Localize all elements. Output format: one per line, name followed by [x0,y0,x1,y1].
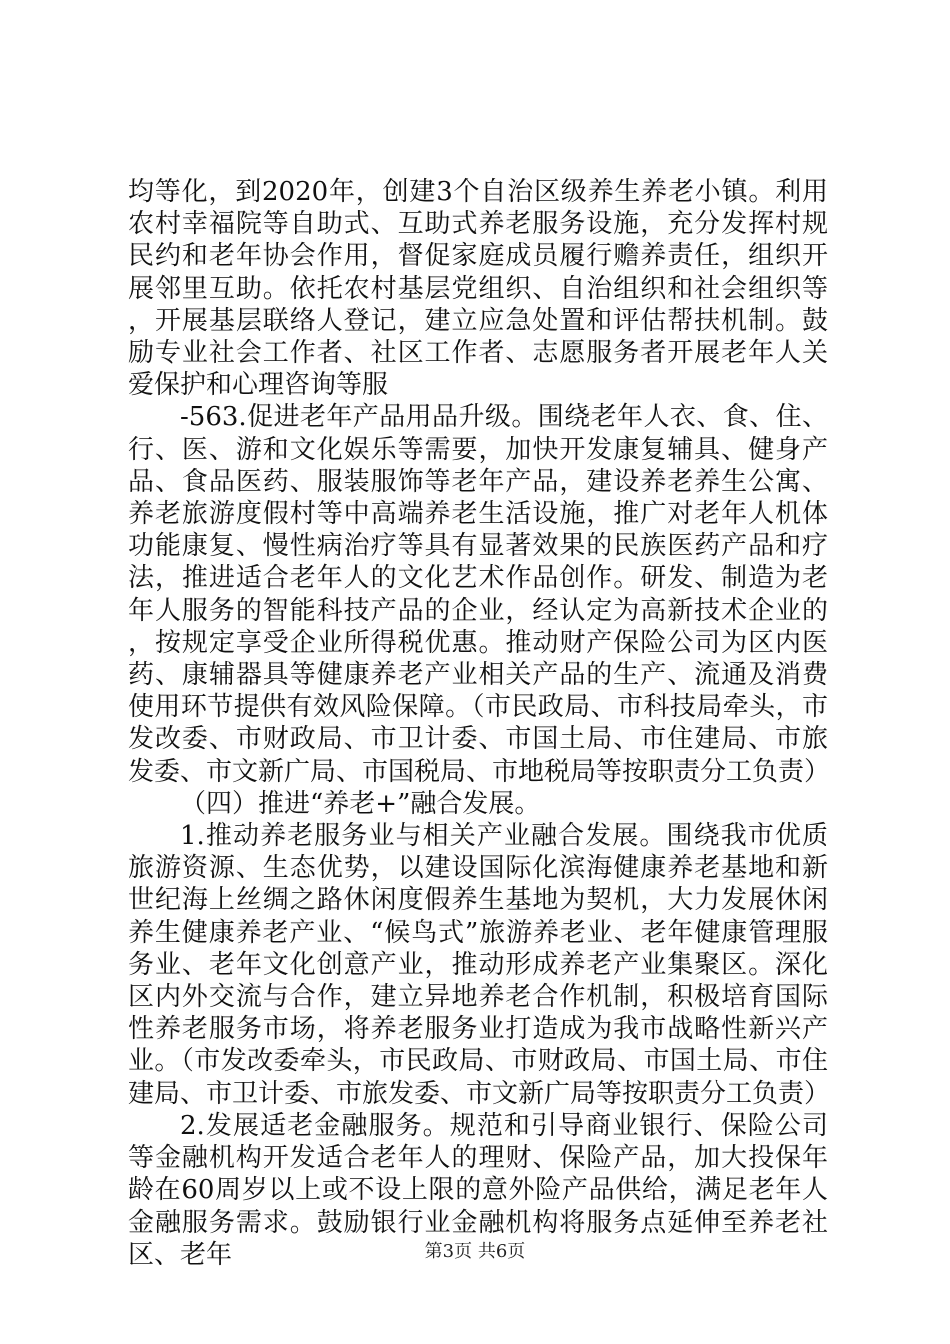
paragraph-rural-elderly-care: 均等化，到2020年，创建3个自治区级养生养老小镇。利用农村幸福院等自助式、互助式养老服务设施，充分发挥村规民约和老年协会作用，督促家庭成员履行赡养责任，组织开展邻里互助。依托农村基层党组织、自治组织和社会组织等，开展基层联络人登记，建立应急处置和评估帮扶机制。鼓励专业社会工作者、社区工作者、志愿服务者开展老年人关爱保护和心理咨询等服 [128,177,828,401]
paragraph-elderly-finance: 2.发展适老金融服务。规范和引导商业银行、保险公司等金融机构开发适合老年人的理财、保险产品，加大投保年龄在60周岁以上或不设上限的意外险产品供给，满足老年人金融服务需求。鼓励银行业金融机构将服务点延伸至养老社区、老年 [128,1110,828,1270]
page-number-label: 第3页 共6页 [424,1241,526,1262]
paragraph-elderly-products-upgrade: -563.促进老年产品用品升级。围绕老年人衣、食、住、行、医、游和文化娱乐等需要，加快开发康复辅具、健身产品、食品医药、服装服饰等老年产品，建设养老养生公寓、养老旅游度假村等中高端养老生活设施，推广对老年人机体功能康复、慢性病治疗等具有显著效果的民族医药产品和疗法，推进适合老年人的文化艺术作品创作。研发、制造为老年人服务的智能科技产品的企业，经认定为高新技术企业的，按规定享受企业所得税优惠。推动财产保险公司为区内医药、康辅器具等健康养老产业相关产品的生产、流通及消费使用环节提供有效风险保障。（市民政局、市科技局牵头，市发改委、市财政局、市卫计委、市国土局、市住建局、市旅发委、市文新广局、市国税局、市地税局等按职责分工负责） [128,402,831,787]
paragraph-industry-integration: 1.推动养老服务业与相关产业融合发展。围绕我市优质旅游资源、生态优势，以建设国际化滨海健康养老基地和新世纪海上丝绸之路休闲度假养生基地为契机，大力发展休闲养生健康养老产业、“候鸟式”旅游养老业、老年健康管理服务业、老年文化创意产业，推动形成养老产业集聚区。深化区内外交流与合作，建立异地养老合作机制，积极培育国际性养老服务市场，将养老服务业打造成为我市战略性新兴产业。（市发改委牵头，市民政局、市财政局、市国土局、市住建局、市卫计委、市旅发委、市文新广局等按职责分工负责） [128,821,831,1109]
document-body [128,176,831,1271]
page-footer [0,1240,950,1264]
section-heading-elderly-plus: （四）推进“养老+”融合发展。 [180,788,541,819]
